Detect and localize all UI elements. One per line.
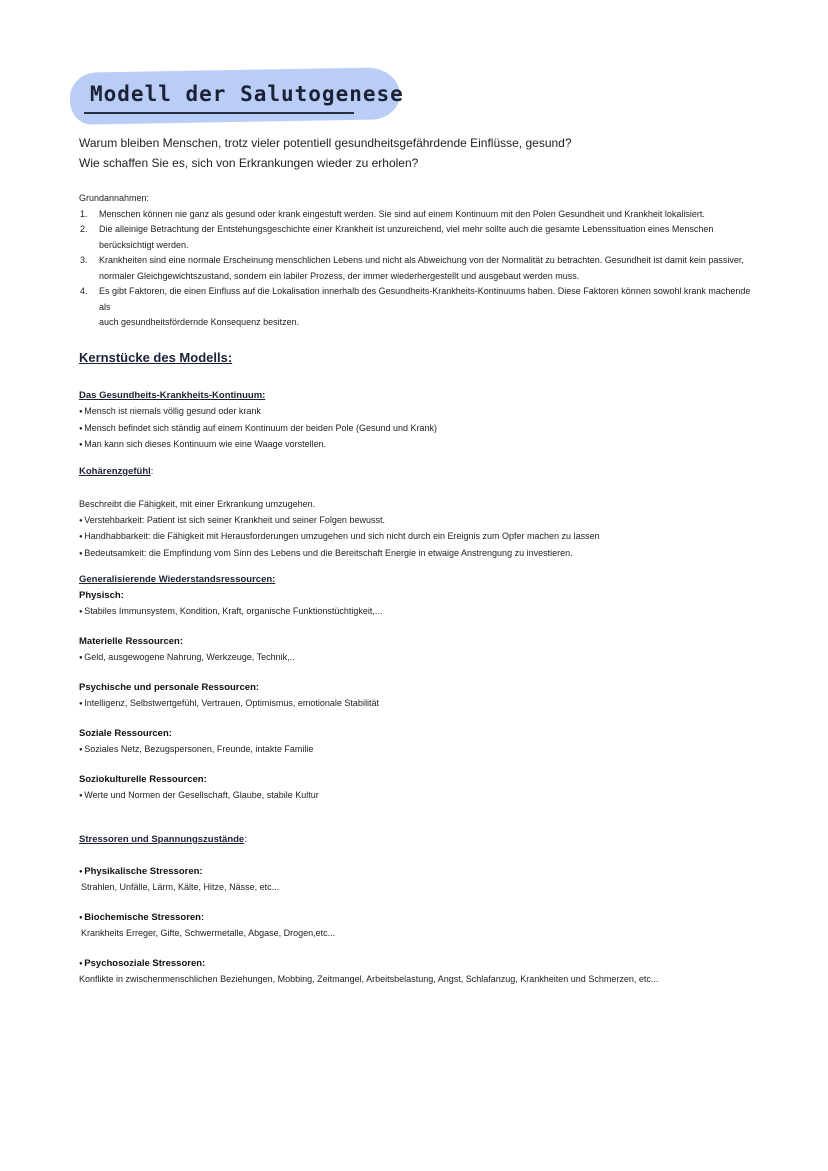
heading-colon: : — [244, 834, 247, 845]
list-number: 1. — [80, 208, 88, 219]
list-item — [79, 284, 759, 331]
list-number: 2. — [80, 224, 88, 234]
list-item — [79, 207, 759, 223]
kernstuecke-heading — [79, 350, 232, 365]
kontinuum-heading: Das Gesundheits-Krankheits-Kontinuum: — [79, 390, 266, 401]
stressoren-heading: Stressoren und Spannungszustände — [79, 834, 245, 845]
list-item: ● Mensch ist niemals völlig gesund oder krank — [79, 404, 779, 421]
intro-question-2: Wie schaffen Sie es, sich von Erkrankungen wieder zu erholen? — [79, 156, 419, 170]
list-text: Krankheiten sind eine normale Erscheinung menschlichen Lebens und nicht als Abweichung von der Normalität zu betrachten. Gesundheit ist damit kein passiver, — [99, 255, 744, 265]
grundannahmen-list — [79, 207, 759, 331]
kontinuum-list — [79, 404, 779, 454]
stressoren-group — [79, 864, 779, 910]
group-text: Krankheits Erreger, Gifte, Schwermetalle, Abgase, Drogen,etc... — [81, 928, 336, 938]
ressourcen-group — [79, 634, 779, 680]
group-text: Konflikte in zwischenmenschlichen Beziehungen, Mobbing, Zeitmangel, Arbeitsbelastung, Angst, Schlafanzug, Krankheiten und Schmerzen, etc... — [79, 974, 659, 984]
ressourcen-group — [79, 680, 779, 726]
list-item — [79, 222, 759, 253]
stressoren-section — [79, 864, 779, 1002]
list-number: 4. — [80, 286, 88, 296]
list-text: Die alleinige Betrachtung der Entstehungsgeschichte einer Krankheit ist unzureichend, viel mehr sollte auch die gesamte Lebenssituation eines Menschen — [99, 224, 714, 234]
group-text: ● Stabiles Immunsystem, Kondition, Kraft, organische Funktionstüchtigkeit,... — [79, 604, 779, 621]
ressourcen-section — [79, 588, 779, 818]
list-item — [79, 253, 759, 284]
heading-colon: : — [150, 466, 154, 477]
list-text: Es gibt Faktoren, die einen Einfluss auf die Lokalisation innerhalb des Gesundheits-Krankheits-Kontinuums haben. Diese Faktoren können sowohl krank machende als — [99, 286, 751, 312]
stressoren-heading-wrap — [79, 834, 247, 845]
intro-questions — [79, 133, 779, 173]
grundannahmen-label: Grundannahmen: — [79, 193, 150, 203]
group-text: ● Soziales Netz, Bezugspersonen, Freunde, intakte Familie — [79, 742, 779, 759]
list-item: ● Bedeutsamkeit: die Empfindung vom Sinn des Lebens und die Bereitschaft Energie in etwaige Anstrengung zu investieren. — [79, 546, 779, 563]
group-text: ● Geld, ausgewogene Nahrung, Werkzeuge, Technik,.. — [79, 650, 779, 667]
list-text: berücksichtigt werden. — [99, 239, 189, 250]
title-banner — [70, 70, 404, 122]
list-item: ● Man kann sich dieses Kontinuum wie eine Waage vorstellen. — [79, 437, 779, 454]
group-title: Materielle Ressourcen: — [79, 636, 184, 647]
group-title: Soziale Ressourcen: — [79, 728, 172, 739]
stressoren-group — [79, 910, 779, 956]
ressourcen-group — [79, 772, 779, 818]
kohaerenz-heading-wrap — [79, 466, 153, 477]
list-item: ● Verstehbarkeit: Patient ist sich seiner Krankheit und seiner Folgen bewusst. — [79, 513, 779, 530]
ressourcen-heading-wrap — [79, 574, 275, 585]
list-text: Menschen können nie ganz als gesund oder krank eingestuft werden. Sie sind auf einem Kontinuum mit den Polen Gesundheit und Krankheit lokalisiert. — [99, 208, 705, 219]
list-number: 3. — [80, 255, 88, 265]
kohaerenz-heading: Kohärenzgefühl — [79, 466, 151, 477]
grundannahmen-section — [79, 191, 759, 331]
kontinuum-heading-wrap — [79, 390, 265, 401]
list-text: normaler Gleichgewichtszustand, sondern ein labiler Prozess, der immer wiederhergestellt und ausgebaut werden muss. — [99, 270, 580, 281]
list-item: ● Handhabbarkeit: die Fähigkeit mit Herausforderungen umzugehen und sich nicht durch ein Ereignis zum Opfer machen zu lassen — [79, 529, 779, 546]
group-text: ● Intelligenz, Selbstwertgefühl, Vertrauen, Optimismus, emotionale Stabilität — [79, 696, 779, 713]
list-item: ● Mensch befindet sich ständig auf einem Kontinuum der beiden Pole (Gesund und Krank) — [79, 421, 779, 438]
page-title: Modell der Salutogenese — [90, 82, 404, 106]
group-text: ● Werte und Normen der Gesellschaft, Glaube, stabile Kultur — [79, 788, 779, 805]
group-title: Soziokulturelle Ressourcen: — [79, 774, 207, 785]
group-title: Psychische und personale Ressourcen: — [79, 682, 260, 693]
group-title: ● Physikalische Stressoren: — [79, 864, 779, 880]
list-text: auch gesundheitsfördernde Konsequenz besitzen. — [99, 317, 300, 327]
title-underline — [84, 112, 354, 114]
ressourcen-heading: Generalisierende Wiederstandsressourcen: — [79, 574, 276, 585]
intro-question-1: Warum bleiben Menschen, trotz vieler potentiell gesundheitsgefährdende Einflüsse, gesund? — [79, 136, 572, 150]
group-title: Physisch: — [79, 590, 124, 601]
kernstuecke-title: Kernstücke des Modells: — [79, 350, 233, 365]
stressoren-group — [79, 956, 779, 1002]
kohaerenz-section — [79, 497, 779, 562]
ressourcen-group — [79, 588, 779, 634]
group-text: Strahlen, Unfälle, Lärm, Kälte, Hitze, Nässe, etc... — [81, 882, 280, 892]
group-title: ● Psychosoziale Stressoren: — [79, 956, 779, 972]
group-title: ● Biochemische Stressoren: — [79, 910, 779, 926]
ressourcen-group — [79, 726, 779, 772]
kohaerenz-intro: Beschreibt die Fähigkeit, mit einer Erkrankung umzugehen. — [79, 499, 316, 509]
